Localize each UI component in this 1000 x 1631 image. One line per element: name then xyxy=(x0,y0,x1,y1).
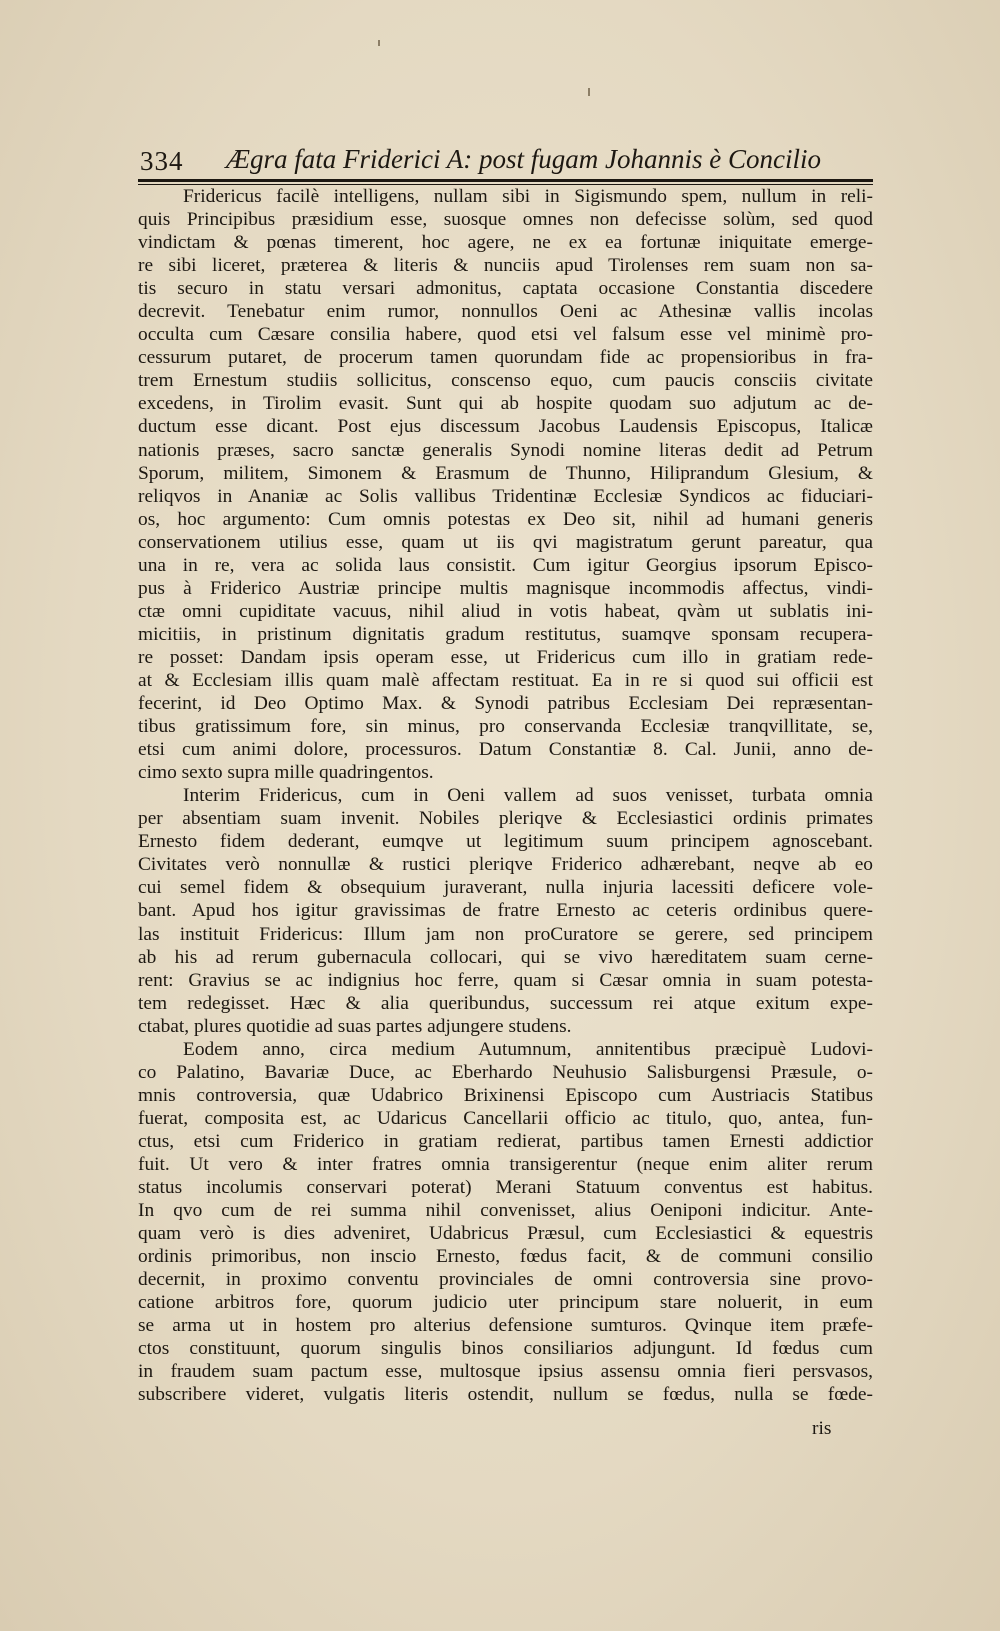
text-line: Eodem anno, circa medium Autumnum, annitentibus præcipuè Ludovi- xyxy=(183,1038,873,1060)
text-line: Fridericus facilè intelligens, nullam sibi in Sigismundo spem, nullum in reli- xyxy=(183,186,873,207)
text-line: cimo sexto supra mille quadringentos. xyxy=(138,762,434,784)
text-line: trem Ernestum studiis sollicitus, conscenso equo, cum paucis consciis civitate xyxy=(138,370,873,392)
text-line: cessurum putaret, de procerum tamen quorundam fide ac propensioribus in fra- xyxy=(138,347,873,369)
text-line: ordinis primoribus, non inscio Ernesto, fœdus facit, & de communi consilio xyxy=(138,1246,873,1268)
text-line: Civitates verò nonnullæ & rustici pleriqve Friderico adhærebant, neqve ab eo xyxy=(138,854,873,876)
text-line: re sibi liceret, præterea & literis & nunciis apud Tirolenses rem suam non sa- xyxy=(138,255,873,277)
catchword: ris xyxy=(812,1418,832,1439)
text-line: In qvo cum de rei summa nihil convenisset, alius Oeniponi indicitur. Ante- xyxy=(138,1200,873,1222)
text-line: catione arbitros fore, quorum judicio uter principum stare noluerit, in eum xyxy=(138,1292,873,1314)
page-header xyxy=(138,140,873,182)
paper-speck xyxy=(378,40,380,46)
text-line: tibus gratissimum fore, sin minus, pro conservanda Ecclesiæ tranqvillitate, se, xyxy=(138,716,873,738)
header-rule xyxy=(138,179,873,182)
text-line: una in re, vera ac solida laus consistit. Cum igitur Georgius ipsorum Episco- xyxy=(138,554,873,576)
text-line: per absentiam suam invenit. Nobiles pleriqve & Ecclesiastici ordinis primates xyxy=(138,808,873,830)
text-line: re posset: Dandam ipsis operam esse, ut Fridericus cum illo in gratiam rede- xyxy=(138,646,873,668)
text-line: subscribere videret, vulgatis literis ostendit, nullum se fœdus, nulla se fœde- xyxy=(138,1384,873,1406)
text-line: Sporum, militem, Simonem & Erasmum de Thunno, Hiliprandum Glesium, & xyxy=(138,462,873,484)
text-line: ctabat, plures quotidie ad suas partes adjungere studens. xyxy=(138,1015,572,1037)
text-line: reliqvos in Ananiæ ac Solis vallibus Tridentinæ Ecclesiæ Syndicos ac fiduciari- xyxy=(138,485,873,507)
text-line: fuerat, composita est, ac Udaricus Cancellarii officio ac titulo, quo, antea, fun- xyxy=(138,1107,873,1129)
running-head: Ægra fata Friderici A: post fugam Johannis è Concilio xyxy=(226,144,821,174)
text-line: Interim Fridericus, cum in Oeni vallem ad suos venisset, turbata omnia xyxy=(183,785,873,807)
text-line: rent: Gravius se ac indignius hoc ferre, quam si Cæsar omnia in suam potesta- xyxy=(138,969,873,991)
text-line: os, hoc argumento: Cum omnis potestas ex Deo sit, nihil ad humani generis xyxy=(138,508,873,530)
paper-speck xyxy=(588,88,590,96)
page-number: 334 xyxy=(140,146,184,176)
text-line: ctos constituunt, quorum singulis binos consiliarios adjungunt. Id fœdus cum xyxy=(138,1338,873,1360)
text-line: pus à Friderico Austriæ principe multis magnisque incommodis affectus, vindi- xyxy=(138,577,873,599)
text-line: ab his ad rerum gubernacula collocari, qui se vivo hæreditatem suam cerne- xyxy=(138,946,873,968)
text-line: etsi cum animi dolore, processuros. Datum Constantiæ 8. Cal. Junii, anno de- xyxy=(138,739,873,761)
text-line: fecerint, id Deo Optimo Max. & Synodi patribus Ecclesiam Dei repræsentan- xyxy=(138,693,873,715)
text-line: Ernesto fidem dederant, eumqve ut legitimum suum principem agnoscebant. xyxy=(138,831,873,853)
text-line: micitiis, in pristinum dignitatis gradum restitutus, suamqve sponsam recupera- xyxy=(138,623,873,645)
text-line: ctus, etsi cum Friderico in gratiam redierat, partibus tamen Ernesti addictior xyxy=(138,1130,873,1152)
text-line: at & Ecclesiam illis quam malè affectam restituat. Ea in re si quod sui officii est xyxy=(138,669,873,691)
text-line: tem redegisset. Hæc & alia queribundus, successum rei atque exitum expe- xyxy=(138,992,873,1014)
text-line: ductum esse dicant. Post ejus discessum Jacobus Laudensis Episcopus, Italicæ xyxy=(138,416,873,438)
text-line: tis securo in statu versari admonitus, captata occasione Constantia discedere xyxy=(138,278,873,300)
text-line: vindictam & pœnas timerent, hoc agere, ne ex ea fortunæ iniquitate emerge- xyxy=(138,232,873,254)
text-line: mnis controversia, quæ Udabrico Brixinensi Episcopo cum Austriacis Statibus xyxy=(138,1084,873,1106)
text-line: co Palatino, Bavariæ Duce, ac Eberhardo Neuhusio Salisburgensi Præsule, o- xyxy=(138,1061,873,1083)
text-line: fuit. Ut vero & inter fratres omnia transigerentur (neque enim aliter rerum xyxy=(138,1153,873,1175)
text-line: quam verò is dies adveniret, Udabricus Præsul, cum Ecclesiastici & equestris xyxy=(138,1223,873,1245)
text-line: las instituit Fridericus: Illum jam non proCuratore se gerere, sed principem xyxy=(138,923,873,945)
text-line: excedens, in Tirolim evasit. Sunt qui ab hospite quodam suo adjutum ac de- xyxy=(138,393,873,415)
text-line: se arma ut in hostem pro alterius defensione sumturos. Qvinque item præfe- xyxy=(138,1315,873,1337)
text-line: in fraudem suam pactum esse, multosque ipsius assensu omnia fieri persvasos, xyxy=(138,1361,873,1383)
body-text xyxy=(138,185,873,1430)
text-line: quis Principibus præsidium esse, suosque omnes non defecisse solùm, sed quod xyxy=(138,209,873,231)
text-line xyxy=(138,1406,873,1429)
text-line: cui semel fidem & obsequium juraverant, nulla injuria lacessiti deficere vole- xyxy=(138,877,873,899)
text-line: nationis præses, sacro sanctæ generalis Synodi nomine literas dedit ad Petrum xyxy=(138,439,873,461)
text-line: ctæ omni cupiditate vacuus, nihil aliud in votis habeat, qvàm ut sublatis ini- xyxy=(138,600,873,622)
text-line: status incolumis conservari poterat) Merani Statuum conventus est habitus. xyxy=(138,1177,873,1199)
text-line: conservationem utilius esse, quam ut iis qvi magistratum gerunt pareatur, qua xyxy=(138,531,873,553)
text-line: decernit, in proximo conventu provinciales de omni controversia sine provo- xyxy=(138,1269,873,1291)
text-line: bant. Apud hos igitur gravissimas de fratre Ernesto ac ceteris ordinibus quere- xyxy=(138,900,873,922)
text-line: decrevit. Tenebatur enim rumor, nonnullos Oeni ac Athesinæ vallis incolas xyxy=(138,301,873,323)
text-line: occulta cum Cæsare consilia habere, quod etsi vel falsum esse vel minimè pro- xyxy=(138,324,873,346)
